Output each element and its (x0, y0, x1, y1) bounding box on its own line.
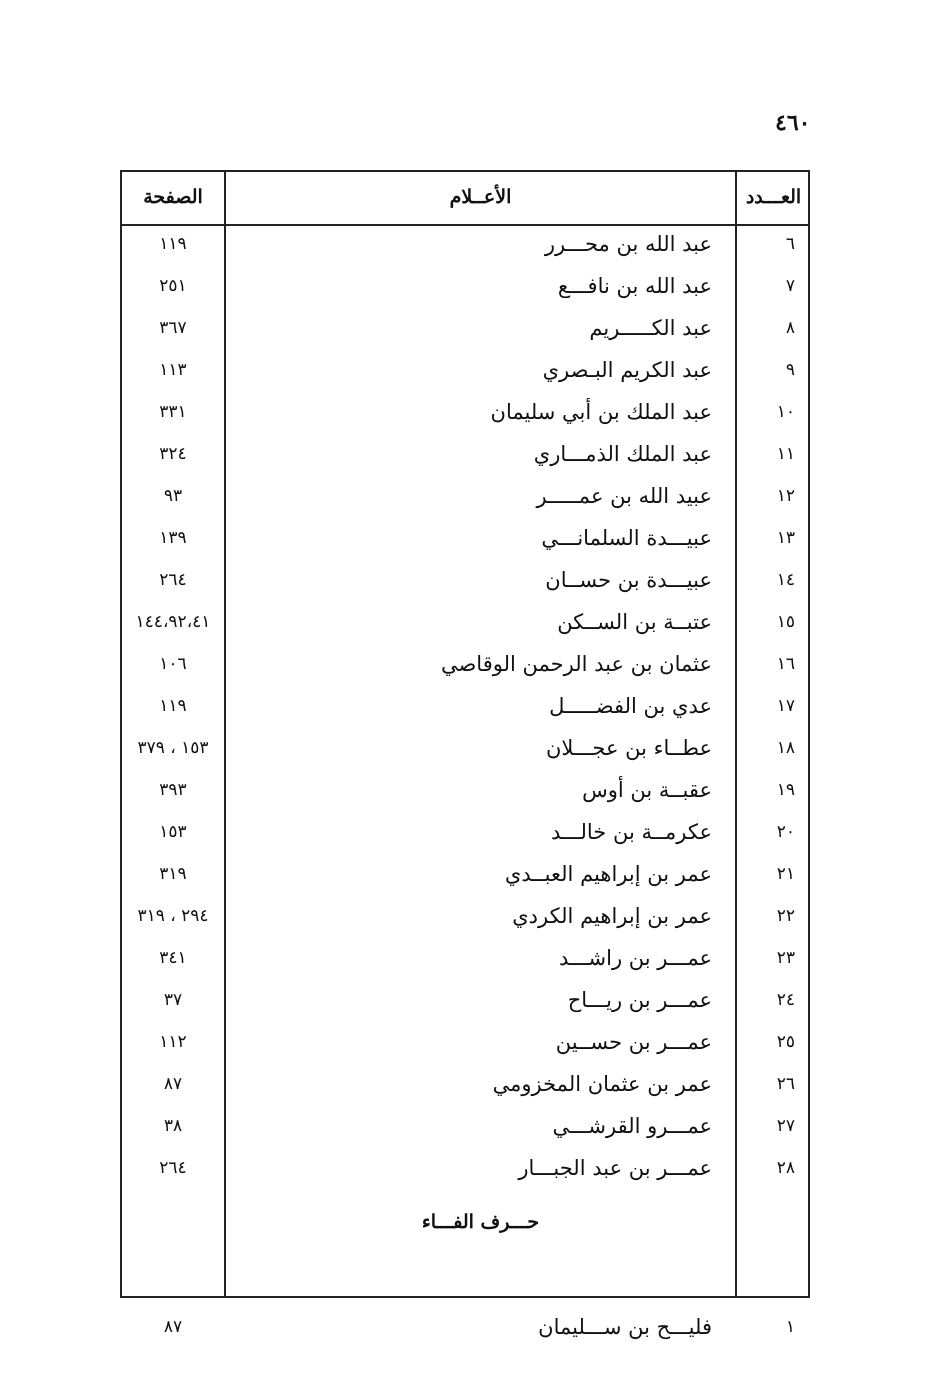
section-heading: حـــرف الفـــاء (421, 1211, 540, 1233)
table-row (122, 938, 808, 979)
row-page: ٩٣ (163, 486, 183, 506)
row-name: عطــاء بن عجـــلان (545, 736, 712, 760)
row-number: ٩ (785, 360, 795, 380)
table-row (122, 308, 808, 349)
row-page: ٢٦٤ (159, 570, 187, 590)
row-page: ٣٩٣ (159, 780, 187, 800)
row-number: ١١ (776, 444, 795, 464)
table-row (122, 1106, 808, 1147)
row-name: عمـــر بن عبد الجبـــار (518, 1156, 712, 1180)
table-row (122, 266, 808, 307)
table-row (122, 1148, 808, 1189)
table-row (122, 644, 808, 685)
row-number: ٢٠ (776, 822, 795, 842)
table-row (122, 602, 808, 643)
table-row (122, 770, 808, 811)
row-page: ١١٩ (159, 696, 187, 716)
row-name: عثمان بن عبد الرحمن الوقاصي (440, 652, 712, 676)
row-name: عمر بن إبراهيم العبــدي (504, 862, 712, 886)
row-number: ١ (785, 1317, 795, 1337)
row-page: ١١٩ (159, 234, 187, 254)
row-name: عدي بن الفضـــــل (549, 694, 712, 718)
row-number: ٢٨ (776, 1158, 795, 1178)
row-number: ١٨ (776, 738, 795, 758)
table-row (122, 434, 808, 475)
table-row (122, 1064, 808, 1105)
table-row (122, 560, 808, 601)
row-name: عبد الكـــــريم (589, 316, 712, 340)
row-page: ٣٧ (163, 990, 183, 1010)
row-page: ٢٩٤ ، ٣١٩ (137, 906, 209, 926)
row-number: ٦ (785, 234, 795, 254)
row-number: ٨ (785, 318, 795, 338)
table-row (122, 854, 808, 895)
row-page: ٣٣١ (159, 402, 187, 422)
row-name: عقبــة بن أوس (582, 778, 712, 802)
names-index-table (120, 170, 810, 1339)
row-page: ٨٧ (163, 1074, 183, 1094)
row-name: عبيـــدة السلمانـــي (541, 526, 712, 550)
header-number: العـــدد (745, 186, 802, 208)
row-name: عمـــر بن ريـــاح (567, 988, 712, 1012)
header-page: الصفحة (143, 186, 203, 208)
row-name: عبد الملك الذمـــاري (533, 442, 712, 466)
row-number: ٧ (785, 276, 795, 296)
row-name: عمـــر بن حســين (555, 1030, 712, 1054)
table-row (122, 224, 808, 265)
row-page: ١٣٩ (159, 528, 187, 548)
row-page: ١٥٣ (159, 822, 187, 842)
row-page: ٣٦٧ (159, 318, 187, 338)
table-row (122, 350, 808, 391)
row-page: ١١٣ (159, 360, 187, 380)
row-number: ٢٥ (776, 1032, 795, 1052)
row-page: ١٠٦ (159, 654, 187, 674)
row-name: عكرمــة بن خالـــد (551, 820, 712, 844)
row-name: عبد الله بن نافـــع (557, 274, 712, 298)
row-name: عبد الملك بن أبي سليمان (490, 400, 712, 424)
table-row (122, 728, 808, 769)
row-number: ١٦ (776, 654, 795, 674)
row-page: ١٤٤،٩٢،٤١ (135, 612, 211, 632)
row-page: ٣٨ (163, 1116, 183, 1136)
header-names: الأعــلام (449, 186, 512, 208)
row-number: ٢٣ (776, 948, 795, 968)
row-name: فليـــح بن ســـليمان (538, 1315, 712, 1339)
row-name: عبيد الله بن عمـــــر (536, 484, 712, 508)
row-name: عبيـــدة بن حســان (545, 568, 712, 592)
table-row (122, 476, 808, 517)
row-name: عمر بن إبراهيم الكردي (512, 904, 712, 928)
row-number: ١٢ (776, 486, 795, 506)
row-page: ٢٦٤ (159, 1158, 187, 1178)
row-number: ١٠ (776, 402, 795, 422)
table-row (122, 392, 808, 433)
row-name: عتبــة بن الســكن (557, 610, 712, 634)
row-name: عبد الكريم البـصري (542, 358, 712, 382)
row-name: عبد الله بن محـــرر (544, 232, 712, 256)
row-number: ٢٤ (776, 990, 795, 1010)
table-row (122, 1307, 808, 1348)
row-number: ٢٧ (776, 1116, 795, 1136)
row-number: ١٥ (776, 612, 795, 632)
row-page: ٨٧ (163, 1317, 183, 1337)
row-number: ٢٢ (776, 906, 795, 926)
table-row (122, 980, 808, 1021)
row-number: ١٣ (776, 528, 795, 548)
row-page: ٣٤١ (159, 948, 187, 968)
table-row (122, 1022, 808, 1063)
row-page: ٣١٩ (159, 864, 187, 884)
row-number: ١٤ (776, 570, 795, 590)
row-number: ١٧ (776, 696, 795, 716)
row-number: ٢١ (776, 864, 795, 884)
row-number: ١٩ (776, 780, 795, 800)
row-page: ٣٢٤ (159, 444, 187, 464)
row-name: عمـــرو القرشـــي (552, 1114, 712, 1138)
table-row (122, 896, 808, 937)
row-page: ١١٢ (159, 1032, 187, 1052)
row-number: ٢٦ (776, 1074, 795, 1094)
table-row (122, 518, 808, 559)
page-number: ٤٦٠ (775, 110, 811, 136)
row-name: عمـــر بن راشـــد (559, 946, 712, 970)
table-body (122, 224, 808, 1339)
table-row (122, 686, 808, 727)
row-page: ٢٥١ (159, 276, 187, 296)
table-row (122, 812, 808, 853)
row-name: عمر بن عثمان المخزومي (492, 1072, 712, 1096)
row-page: ١٥٣ ، ٣٧٩ (137, 738, 209, 758)
